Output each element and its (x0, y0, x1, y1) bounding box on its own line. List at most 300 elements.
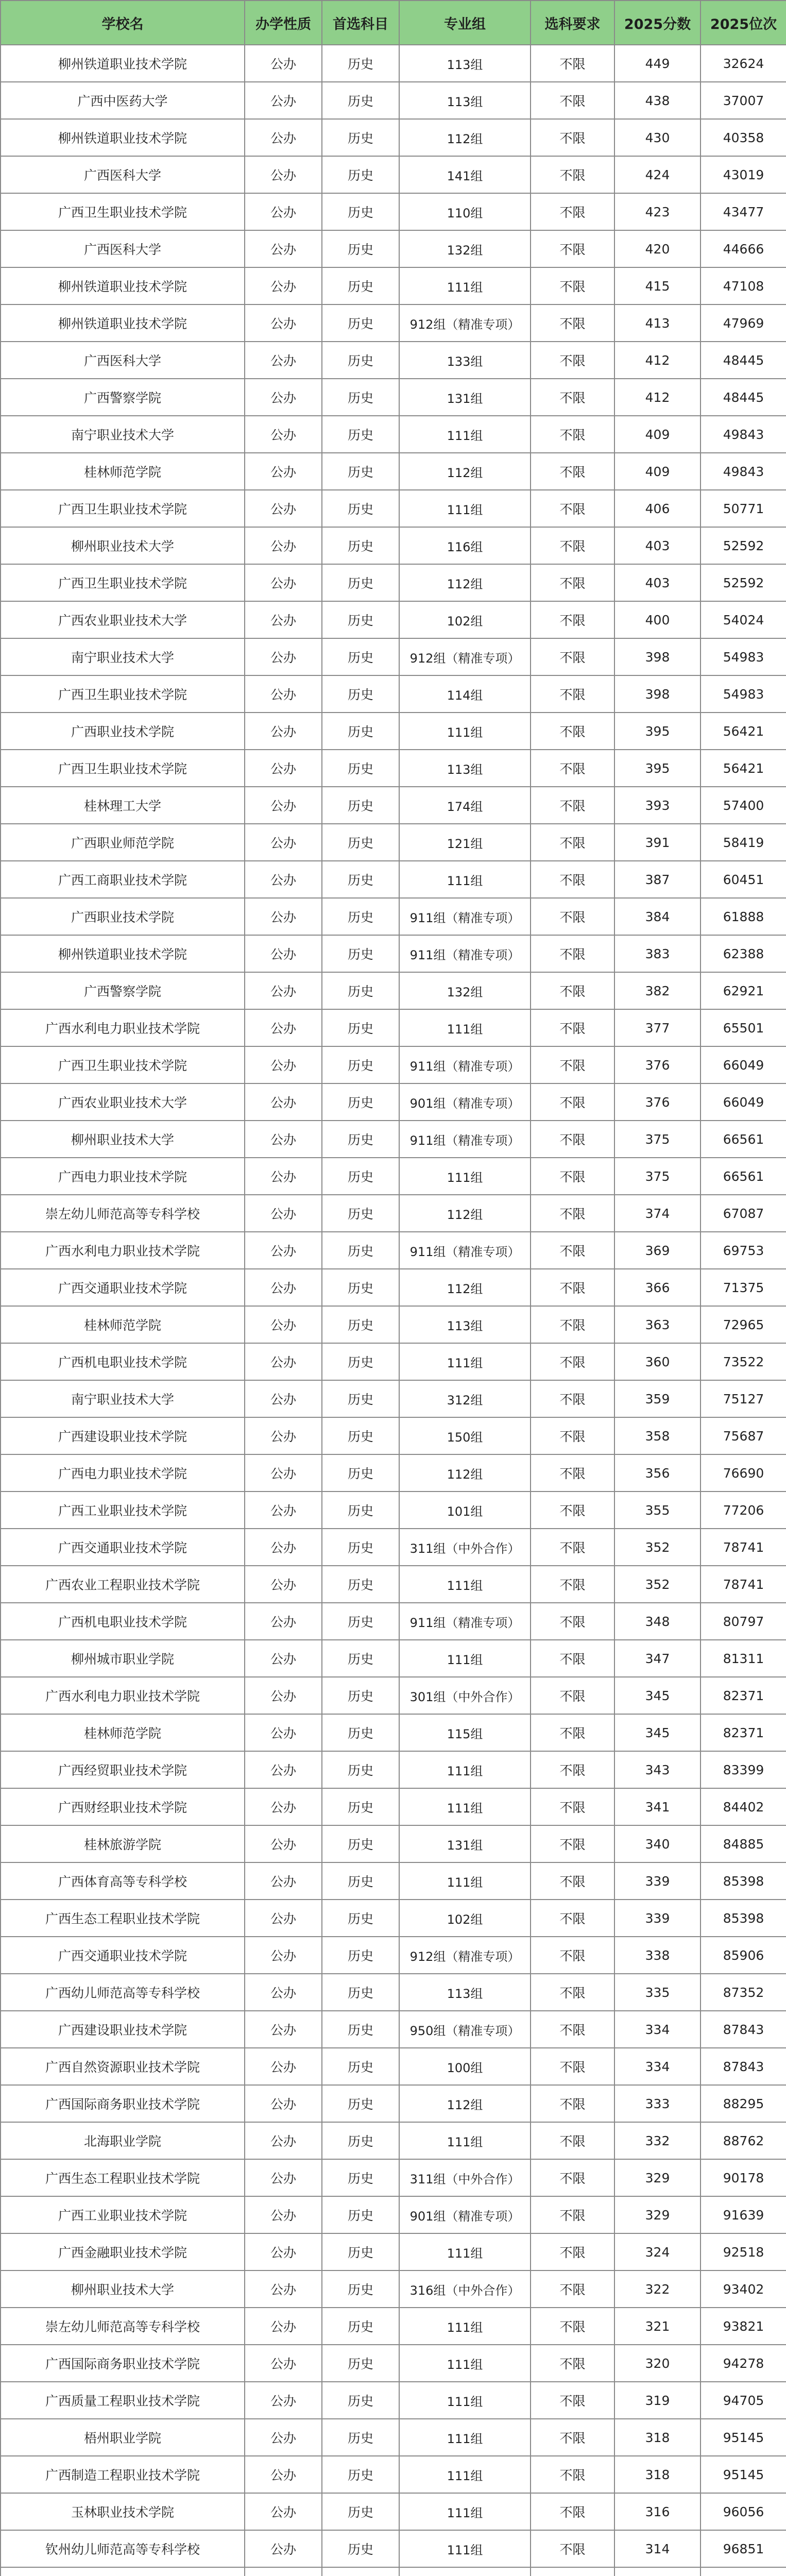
cell-requirement: 不限 (531, 1714, 614, 1751)
cell-score: 395 (614, 713, 700, 750)
cell-score: 398 (614, 675, 700, 713)
cell-score: 335 (614, 1974, 700, 2011)
cell-requirement: 不限 (531, 2196, 614, 2233)
cell-requirement: 不限 (531, 2345, 614, 2382)
cell-group: 911组（精准专项） (399, 898, 531, 935)
cell-rank: 43477 (700, 193, 786, 230)
cell-score: 333 (614, 2085, 700, 2122)
table-row (1, 2122, 786, 2159)
table-row (1, 2419, 786, 2456)
cell-group: 911组（精准专项） (399, 1046, 531, 1083)
cell-school: 玉林职业技术学院 (1, 2493, 245, 2530)
cell-rank: 69753 (700, 1232, 786, 1269)
cell-requirement: 不限 (531, 193, 614, 230)
cell-group: 111组 (399, 2493, 531, 2530)
cell-nature: 公办 (245, 2419, 322, 2456)
cell-school: 广西警察学院 (1, 972, 245, 1009)
cell-school: 桂林师范学院 (1, 1714, 245, 1751)
header-subject: 首选科目 (322, 1, 399, 45)
cell-subject: 历史 (322, 861, 399, 898)
table-row (1, 861, 786, 898)
cell-school: 广西中医药大学 (1, 82, 245, 119)
cell-subject: 历史 (322, 675, 399, 713)
cell-nature: 公办 (245, 2382, 322, 2419)
cell-score: 366 (614, 1269, 700, 1306)
cell-rank: 66049 (700, 1046, 786, 1083)
cell-score: 409 (614, 416, 700, 453)
cell-subject: 历史 (322, 787, 399, 824)
cell-nature: 公办 (245, 119, 322, 156)
cell-school: 广西国际商务职业技术学院 (1, 2345, 245, 2382)
header-nature: 办学性质 (245, 1, 322, 45)
cell-score (614, 2567, 700, 2576)
cell-nature: 公办 (245, 1714, 322, 1751)
cell-school: 南宁职业技术大学 (1, 1380, 245, 1417)
table-row (1, 1417, 786, 1454)
cell-rank: 90178 (700, 2159, 786, 2196)
cell-requirement: 不限 (531, 1900, 614, 1937)
table-row (1, 1343, 786, 1380)
cell-school: 广西交通职业技术学院 (1, 1937, 245, 1974)
cell-nature: 公办 (245, 601, 322, 638)
table-row (1, 1677, 786, 1714)
cell-score: 438 (614, 82, 700, 119)
cell-school: 广西自然资源职业技术学院 (1, 2048, 245, 2085)
cell-score: 322 (614, 2270, 700, 2308)
cell-subject: 历史 (322, 1083, 399, 1121)
table-row (1, 824, 786, 861)
cell-score: 412 (614, 342, 700, 379)
cell-school: 广西工业职业技术学院 (1, 1492, 245, 1529)
cell-nature: 公办 (245, 342, 322, 379)
cell-rank: 94278 (700, 2345, 786, 2382)
cell-rank: 94705 (700, 2382, 786, 2419)
cell-requirement: 不限 (531, 972, 614, 1009)
cell-school: 广西农业职业技术大学 (1, 601, 245, 638)
table-row (1, 713, 786, 750)
cell-nature: 公办 (245, 2345, 322, 2382)
cell-group: 113组 (399, 45, 531, 82)
cell-nature: 公办 (245, 1454, 322, 1492)
cell-group: 131组 (399, 1825, 531, 1862)
cell-group (399, 2567, 531, 2576)
cell-school: 广西财经职业技术学院 (1, 1788, 245, 1825)
cell-rank: 93821 (700, 2308, 786, 2345)
table-row (1, 156, 786, 193)
cell-nature: 公办 (245, 1306, 322, 1343)
table-row (1, 82, 786, 119)
table-row (1, 193, 786, 230)
cell-group: 111组 (399, 1009, 531, 1046)
table-row (1, 2382, 786, 2419)
cell-group: 112组 (399, 1195, 531, 1232)
cell-school (1, 2567, 245, 2576)
header-requirement: 选科要求 (531, 1, 614, 45)
cell-rank: 32624 (700, 45, 786, 82)
cell-score: 395 (614, 750, 700, 787)
cell-score: 329 (614, 2196, 700, 2233)
cell-rank: 78741 (700, 1566, 786, 1603)
cell-nature: 公办 (245, 1269, 322, 1306)
cell-requirement: 不限 (531, 861, 614, 898)
cell-group: 311组（中外合作） (399, 2159, 531, 2196)
cell-school: 广西职业技术学院 (1, 898, 245, 935)
cell-requirement: 不限 (531, 1566, 614, 1603)
cell-group: 901组（精准专项） (399, 1083, 531, 1121)
cell-requirement: 不限 (531, 379, 614, 416)
table-row (1, 1529, 786, 1566)
cell-group: 112组 (399, 564, 531, 601)
cell-subject: 历史 (322, 379, 399, 416)
cell-score: 415 (614, 267, 700, 304)
cell-score: 355 (614, 1492, 700, 1529)
cell-rank: 87843 (700, 2011, 786, 2048)
table-row (1, 2493, 786, 2530)
cell-requirement: 不限 (531, 119, 614, 156)
cell-rank: 66561 (700, 1158, 786, 1195)
cell-score: 352 (614, 1566, 700, 1603)
cell-school: 广西医科大学 (1, 230, 245, 267)
cell-school: 广西生态工程职业技术学院 (1, 2159, 245, 2196)
cell-score: 424 (614, 156, 700, 193)
cell-rank: 54983 (700, 675, 786, 713)
cell-requirement: 不限 (531, 453, 614, 490)
cell-subject: 历史 (322, 1603, 399, 1640)
cell-rank: 72965 (700, 1306, 786, 1343)
table-row (1, 1009, 786, 1046)
cell-nature: 公办 (245, 638, 322, 675)
cell-nature: 公办 (245, 935, 322, 972)
cell-school: 广西电力职业技术学院 (1, 1454, 245, 1492)
cell-school: 广西国际商务职业技术学院 (1, 2085, 245, 2122)
cell-subject: 历史 (322, 230, 399, 267)
cell-group: 950组（精准专项） (399, 2011, 531, 2048)
cell-nature: 公办 (245, 416, 322, 453)
cell-rank: 84885 (700, 1825, 786, 1862)
cell-school: 柳州职业技术大学 (1, 527, 245, 564)
cell-group: 111组 (399, 2530, 531, 2567)
cell-subject: 历史 (322, 1269, 399, 1306)
cell-nature: 公办 (245, 1677, 322, 1714)
cell-score: 398 (614, 638, 700, 675)
cell-score: 359 (614, 1380, 700, 1417)
table-row (1, 379, 786, 416)
cell-subject: 历史 (322, 2159, 399, 2196)
cell-subject: 历史 (322, 750, 399, 787)
cell-requirement: 不限 (531, 824, 614, 861)
cell-requirement: 不限 (531, 787, 614, 824)
cell-school: 柳州铁道职业技术学院 (1, 304, 245, 342)
table-row (1, 2567, 786, 2576)
cell-requirement: 不限 (531, 1974, 614, 2011)
cell-subject: 历史 (322, 1677, 399, 1714)
cell-group: 301组（中外合作） (399, 1677, 531, 1714)
cell-group: 110组 (399, 193, 531, 230)
cell-rank: 85398 (700, 1862, 786, 1900)
cell-score: 334 (614, 2011, 700, 2048)
cell-group: 111组 (399, 2345, 531, 2382)
cell-rank: 52592 (700, 564, 786, 601)
cell-score: 318 (614, 2456, 700, 2493)
cell-group: 316组（中外合作） (399, 2270, 531, 2308)
cell-nature: 公办 (245, 1640, 322, 1677)
cell-nature: 公办 (245, 1825, 322, 1862)
cell-requirement: 不限 (531, 675, 614, 713)
cell-group: 102组 (399, 1900, 531, 1937)
table-row (1, 527, 786, 564)
cell-nature: 公办 (245, 2196, 322, 2233)
cell-subject: 历史 (322, 2122, 399, 2159)
cell-score: 329 (614, 2159, 700, 2196)
cell-requirement: 不限 (531, 1529, 614, 1566)
cell-score: 314 (614, 2530, 700, 2567)
cell-nature: 公办 (245, 1751, 322, 1788)
cell-rank: 52592 (700, 527, 786, 564)
cell-nature: 公办 (245, 2011, 322, 2048)
cell-group: 111组 (399, 2456, 531, 2493)
table-row (1, 1900, 786, 1937)
cell-nature: 公办 (245, 675, 322, 713)
cell-group: 111组 (399, 2233, 531, 2270)
cell-nature: 公办 (245, 2122, 322, 2159)
cell-score: 403 (614, 564, 700, 601)
cell-school: 柳州铁道职业技术学院 (1, 45, 245, 82)
cell-rank: 95145 (700, 2419, 786, 2456)
cell-score: 334 (614, 2048, 700, 2085)
cell-school: 梧州职业学院 (1, 2419, 245, 2456)
cell-requirement: 不限 (531, 230, 614, 267)
cell-nature: 公办 (245, 1900, 322, 1937)
cell-school: 南宁职业技术大学 (1, 638, 245, 675)
cell-score: 406 (614, 490, 700, 527)
cell-nature: 公办 (245, 1529, 322, 1566)
cell-group: 111组 (399, 267, 531, 304)
table-row (1, 1046, 786, 1083)
cell-nature: 公办 (245, 1380, 322, 1417)
cell-rank: 93402 (700, 2270, 786, 2308)
cell-nature: 公办 (245, 2233, 322, 2270)
cell-rank: 44666 (700, 230, 786, 267)
cell-school: 广西幼儿师范高等专科学校 (1, 1974, 245, 2011)
table-row (1, 638, 786, 675)
cell-school: 广西警察学院 (1, 379, 245, 416)
table-row (1, 1566, 786, 1603)
cell-requirement: 不限 (531, 2011, 614, 2048)
cell-requirement: 不限 (531, 1083, 614, 1121)
cell-rank: 85398 (700, 1900, 786, 1937)
cell-nature: 公办 (245, 1343, 322, 1380)
cell-nature: 公办 (245, 861, 322, 898)
cell-score: 430 (614, 119, 700, 156)
cell-requirement: 不限 (531, 2233, 614, 2270)
cell-nature: 公办 (245, 1566, 322, 1603)
cell-rank: 73522 (700, 1343, 786, 1380)
cell-school: 柳州铁道职业技术学院 (1, 119, 245, 156)
table-row (1, 1825, 786, 1862)
cell-group: 116组 (399, 527, 531, 564)
cell-rank: 56421 (700, 750, 786, 787)
cell-score: 412 (614, 379, 700, 416)
cell-group: 111组 (399, 1343, 531, 1380)
cell-school: 广西交通职业技术学院 (1, 1269, 245, 1306)
cell-requirement: 不限 (531, 490, 614, 527)
cell-requirement: 不限 (531, 1009, 614, 1046)
cell-requirement: 不限 (531, 1306, 614, 1343)
cell-school: 广西交通职业技术学院 (1, 1529, 245, 1566)
cell-rank: 37007 (700, 82, 786, 119)
table-row (1, 230, 786, 267)
cell-nature (245, 2567, 322, 2576)
cell-requirement: 不限 (531, 1603, 614, 1640)
cell-rank: 96056 (700, 2493, 786, 2530)
cell-rank: 48445 (700, 379, 786, 416)
cell-nature: 公办 (245, 82, 322, 119)
cell-school: 桂林师范学院 (1, 453, 245, 490)
table-row (1, 1195, 786, 1232)
cell-subject: 历史 (322, 453, 399, 490)
cell-requirement: 不限 (531, 267, 614, 304)
cell-rank: 47969 (700, 304, 786, 342)
cell-requirement: 不限 (531, 2270, 614, 2308)
cell-requirement: 不限 (531, 1492, 614, 1529)
table-row (1, 45, 786, 82)
cell-group: 101组 (399, 1492, 531, 1529)
cell-score: 363 (614, 1306, 700, 1343)
cell-school: 广西工商职业技术学院 (1, 861, 245, 898)
header-school: 学校名 (1, 1, 245, 45)
cell-school: 柳州城市职业学院 (1, 1640, 245, 1677)
cell-requirement: 不限 (531, 342, 614, 379)
cell-requirement: 不限 (531, 1343, 614, 1380)
cell-score: 341 (614, 1788, 700, 1825)
cell-score: 377 (614, 1009, 700, 1046)
cell-subject: 历史 (322, 2270, 399, 2308)
cell-rank: 49843 (700, 416, 786, 453)
cell-group: 111组 (399, 2122, 531, 2159)
cell-group: 111组 (399, 2419, 531, 2456)
cell-score: 376 (614, 1046, 700, 1083)
cell-rank: 95145 (700, 2456, 786, 2493)
cell-nature: 公办 (245, 1974, 322, 2011)
table-row (1, 1158, 786, 1195)
cell-rank: 82371 (700, 1714, 786, 1751)
cell-nature: 公办 (245, 1121, 322, 1158)
cell-subject: 历史 (322, 490, 399, 527)
table-row (1, 2308, 786, 2345)
cell-school: 广西卫生职业技术学院 (1, 564, 245, 601)
cell-score: 348 (614, 1603, 700, 1640)
cell-nature: 公办 (245, 2159, 322, 2196)
cell-rank: 67087 (700, 1195, 786, 1232)
table-row (1, 2345, 786, 2382)
cell-requirement: 不限 (531, 935, 614, 972)
cell-rank: 54024 (700, 601, 786, 638)
table-row (1, 267, 786, 304)
cell-subject: 历史 (322, 1714, 399, 1751)
cell-group: 112组 (399, 2085, 531, 2122)
cell-subject: 历史 (322, 1825, 399, 1862)
table-row (1, 2011, 786, 2048)
cell-score: 391 (614, 824, 700, 861)
cell-group: 111组 (399, 1158, 531, 1195)
cell-nature: 公办 (245, 713, 322, 750)
table-row (1, 787, 786, 824)
cell-score: 340 (614, 1825, 700, 1862)
cell-score: 319 (614, 2382, 700, 2419)
cell-score: 400 (614, 601, 700, 638)
table-row (1, 342, 786, 379)
cell-subject: 历史 (322, 1306, 399, 1343)
cell-group: 121组 (399, 824, 531, 861)
cell-subject: 历史 (322, 1121, 399, 1158)
table-row (1, 1937, 786, 1974)
cell-score: 320 (614, 2345, 700, 2382)
cell-requirement: 不限 (531, 2382, 614, 2419)
cell-nature: 公办 (245, 1046, 322, 1083)
cell-requirement: 不限 (531, 2456, 614, 2493)
header-rank: 2025位次 (700, 1, 786, 45)
table-row (1, 2233, 786, 2270)
cell-score: 382 (614, 972, 700, 1009)
table-row (1, 601, 786, 638)
cell-requirement: 不限 (531, 1046, 614, 1083)
cell-school: 柳州铁道职业技术学院 (1, 935, 245, 972)
cell-rank: 65501 (700, 1009, 786, 1046)
cell-rank: 82371 (700, 1677, 786, 1714)
table-row (1, 1603, 786, 1640)
cell-group: 111组 (399, 713, 531, 750)
cell-rank: 47108 (700, 267, 786, 304)
cell-subject: 历史 (322, 2048, 399, 2085)
table-row (1, 1862, 786, 1900)
cell-school: 柳州职业技术大学 (1, 1121, 245, 1158)
cell-score: 339 (614, 1900, 700, 1937)
cell-score: 343 (614, 1751, 700, 1788)
cell-requirement: 不限 (531, 1640, 614, 1677)
cell-group: 111组 (399, 1640, 531, 1677)
cell-score: 387 (614, 861, 700, 898)
cell-group: 111组 (399, 1862, 531, 1900)
cell-subject: 历史 (322, 1158, 399, 1195)
cell-score: 356 (614, 1454, 700, 1492)
table-row (1, 304, 786, 342)
cell-rank: 49843 (700, 453, 786, 490)
cell-subject: 历史 (322, 1900, 399, 1937)
cell-group: 141组 (399, 156, 531, 193)
cell-school: 广西水利电力职业技术学院 (1, 1677, 245, 1714)
cell-nature: 公办 (245, 45, 322, 82)
cell-school: 广西工业职业技术学院 (1, 2196, 245, 2233)
cell-group: 114组 (399, 675, 531, 713)
cell-requirement: 不限 (531, 601, 614, 638)
cell-subject: 历史 (322, 416, 399, 453)
cell-requirement: 不限 (531, 2085, 614, 2122)
cell-score: 413 (614, 304, 700, 342)
cell-subject: 历史 (322, 156, 399, 193)
cell-nature: 公办 (245, 1603, 322, 1640)
cell-score: 345 (614, 1677, 700, 1714)
header-score: 2025分数 (614, 1, 700, 45)
cell-nature: 公办 (245, 1083, 322, 1121)
cell-rank: 92518 (700, 2233, 786, 2270)
cell-subject: 历史 (322, 1974, 399, 2011)
header-group: 专业组 (399, 1, 531, 45)
cell-rank: 83399 (700, 1751, 786, 1788)
cell-nature: 公办 (245, 1195, 322, 1232)
cell-subject: 历史 (322, 2011, 399, 2048)
cell-nature: 公办 (245, 2085, 322, 2122)
cell-subject: 历史 (322, 2382, 399, 2419)
